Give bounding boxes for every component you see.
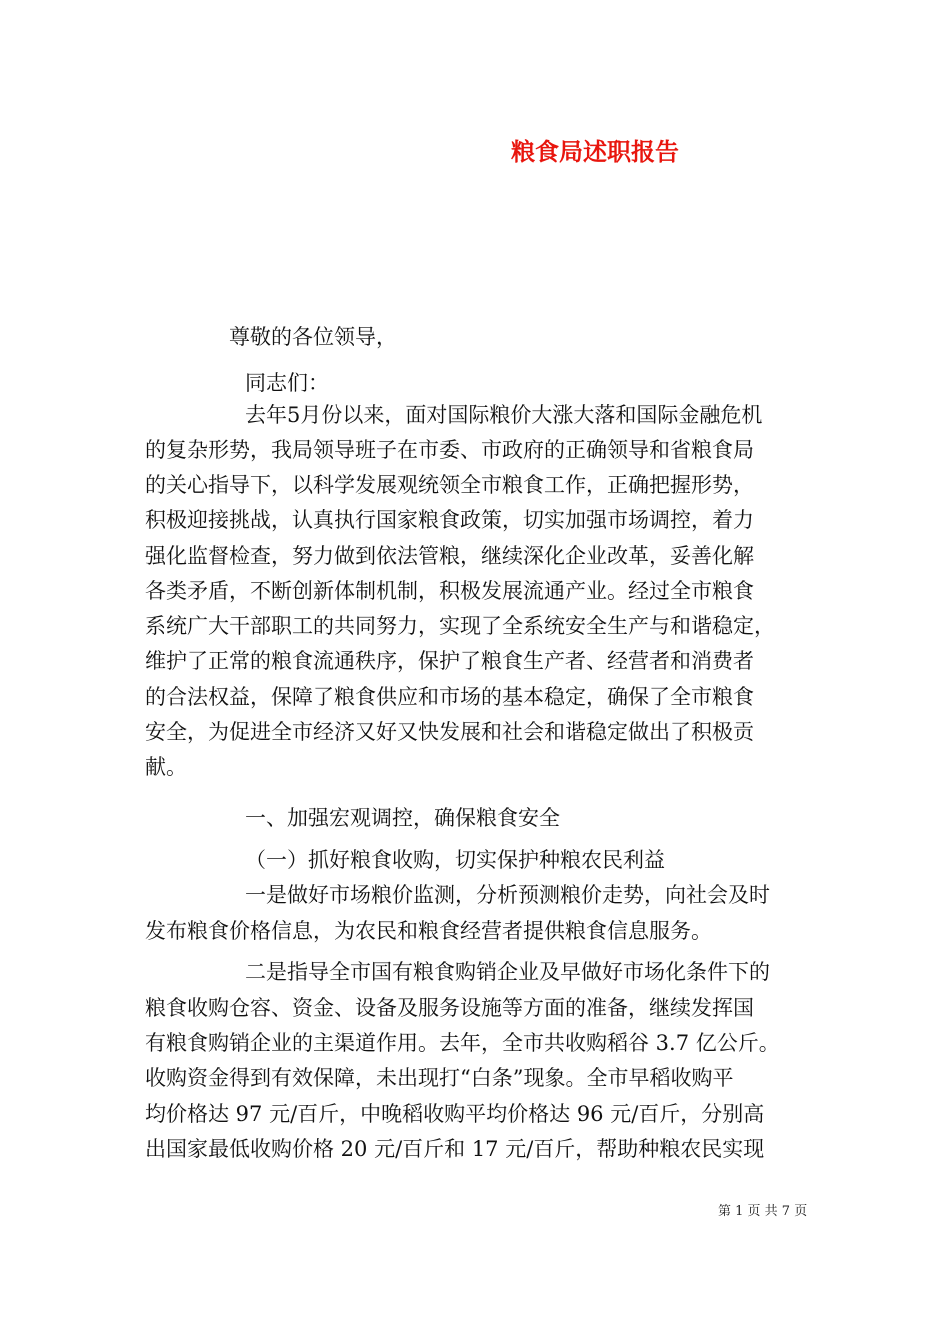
body-line: 积极迎接挑战，认真执行国家粮食政策，切实加强市场调控，着力 [145, 508, 754, 532]
body-line: 的合法权益，保障了粮食供应和市场的基本稳定，确保了全市粮食 [145, 685, 754, 709]
body-line: 发布粮食价格信息，为农民和粮食经营者提供粮食信息服务。 [145, 919, 712, 943]
body-line: 献。 [145, 755, 187, 779]
body-line: 维护了正常的粮食流通秩序，保护了粮食生产者、经营者和消费者 [145, 649, 754, 673]
body-line: 均价格达 97 元/百斤，中晚稻收购平均价格达 96 元/百斤，分别高 [145, 1102, 765, 1126]
body-line: 强化监督检查，努力做到依法管粮，继续深化企业改革，妥善化解 [145, 544, 754, 568]
body-line: 安全，为促进全市经济又好又快发展和社会和谐稳定做出了积极贡 [145, 720, 754, 744]
salutation-comrades: 同志们： [245, 371, 329, 395]
body-line: 各类矛盾，不断创新体制机制，积极发展流通产业。经过全市粮食 [145, 579, 754, 603]
subsection-heading: （一）抓好粮食收购，切实保护种粮农民利益 [245, 848, 665, 872]
section-heading: 一、加强宏观调控，确保粮食安全 [245, 806, 560, 830]
page-indicator: 第 1 页 共 7 页 [718, 1204, 808, 1219]
body-line: 去年5月份以来，面对国际粮价大涨大落和国际金融危机 [245, 403, 763, 427]
body-line: 有粮食购销企业的主渠道作用。去年，全市共收购稻谷 3.7 亿公斤。 [145, 1031, 780, 1055]
body-line: 系统广大干部职工的共同努力，实现了全系统安全生产与和谐稳定， [145, 614, 775, 638]
body-line: 二是指导全市国有粮食购销企业及早做好市场化条件下的 [245, 960, 770, 984]
salutation-leaders: 尊敬的各位领导， [229, 325, 397, 349]
body-line: 粮食收购仓容、资金、设备及服务设施等方面的准备，继续发挥国 [145, 996, 754, 1020]
body-line: 的关心指导下，以科学发展观统领全市粮食工作，正确把握形势， [145, 473, 754, 497]
body-line: 一是做好市场粮价监测，分析预测粮价走势，向社会及时 [245, 883, 770, 907]
body-line: 的复杂形势，我局领导班子在市委、市政府的正确领导和省粮食局 [145, 438, 754, 462]
document-title: 粮食局述职报告 [511, 137, 679, 166]
body-line: 收购资金得到有效保障，未出现打“白条”现象。全市早稻收购平 [145, 1066, 734, 1090]
body-line: 出国家最低收购价格 20 元/百斤和 17 元/百斤，帮助种粮农民实现 [145, 1137, 765, 1161]
